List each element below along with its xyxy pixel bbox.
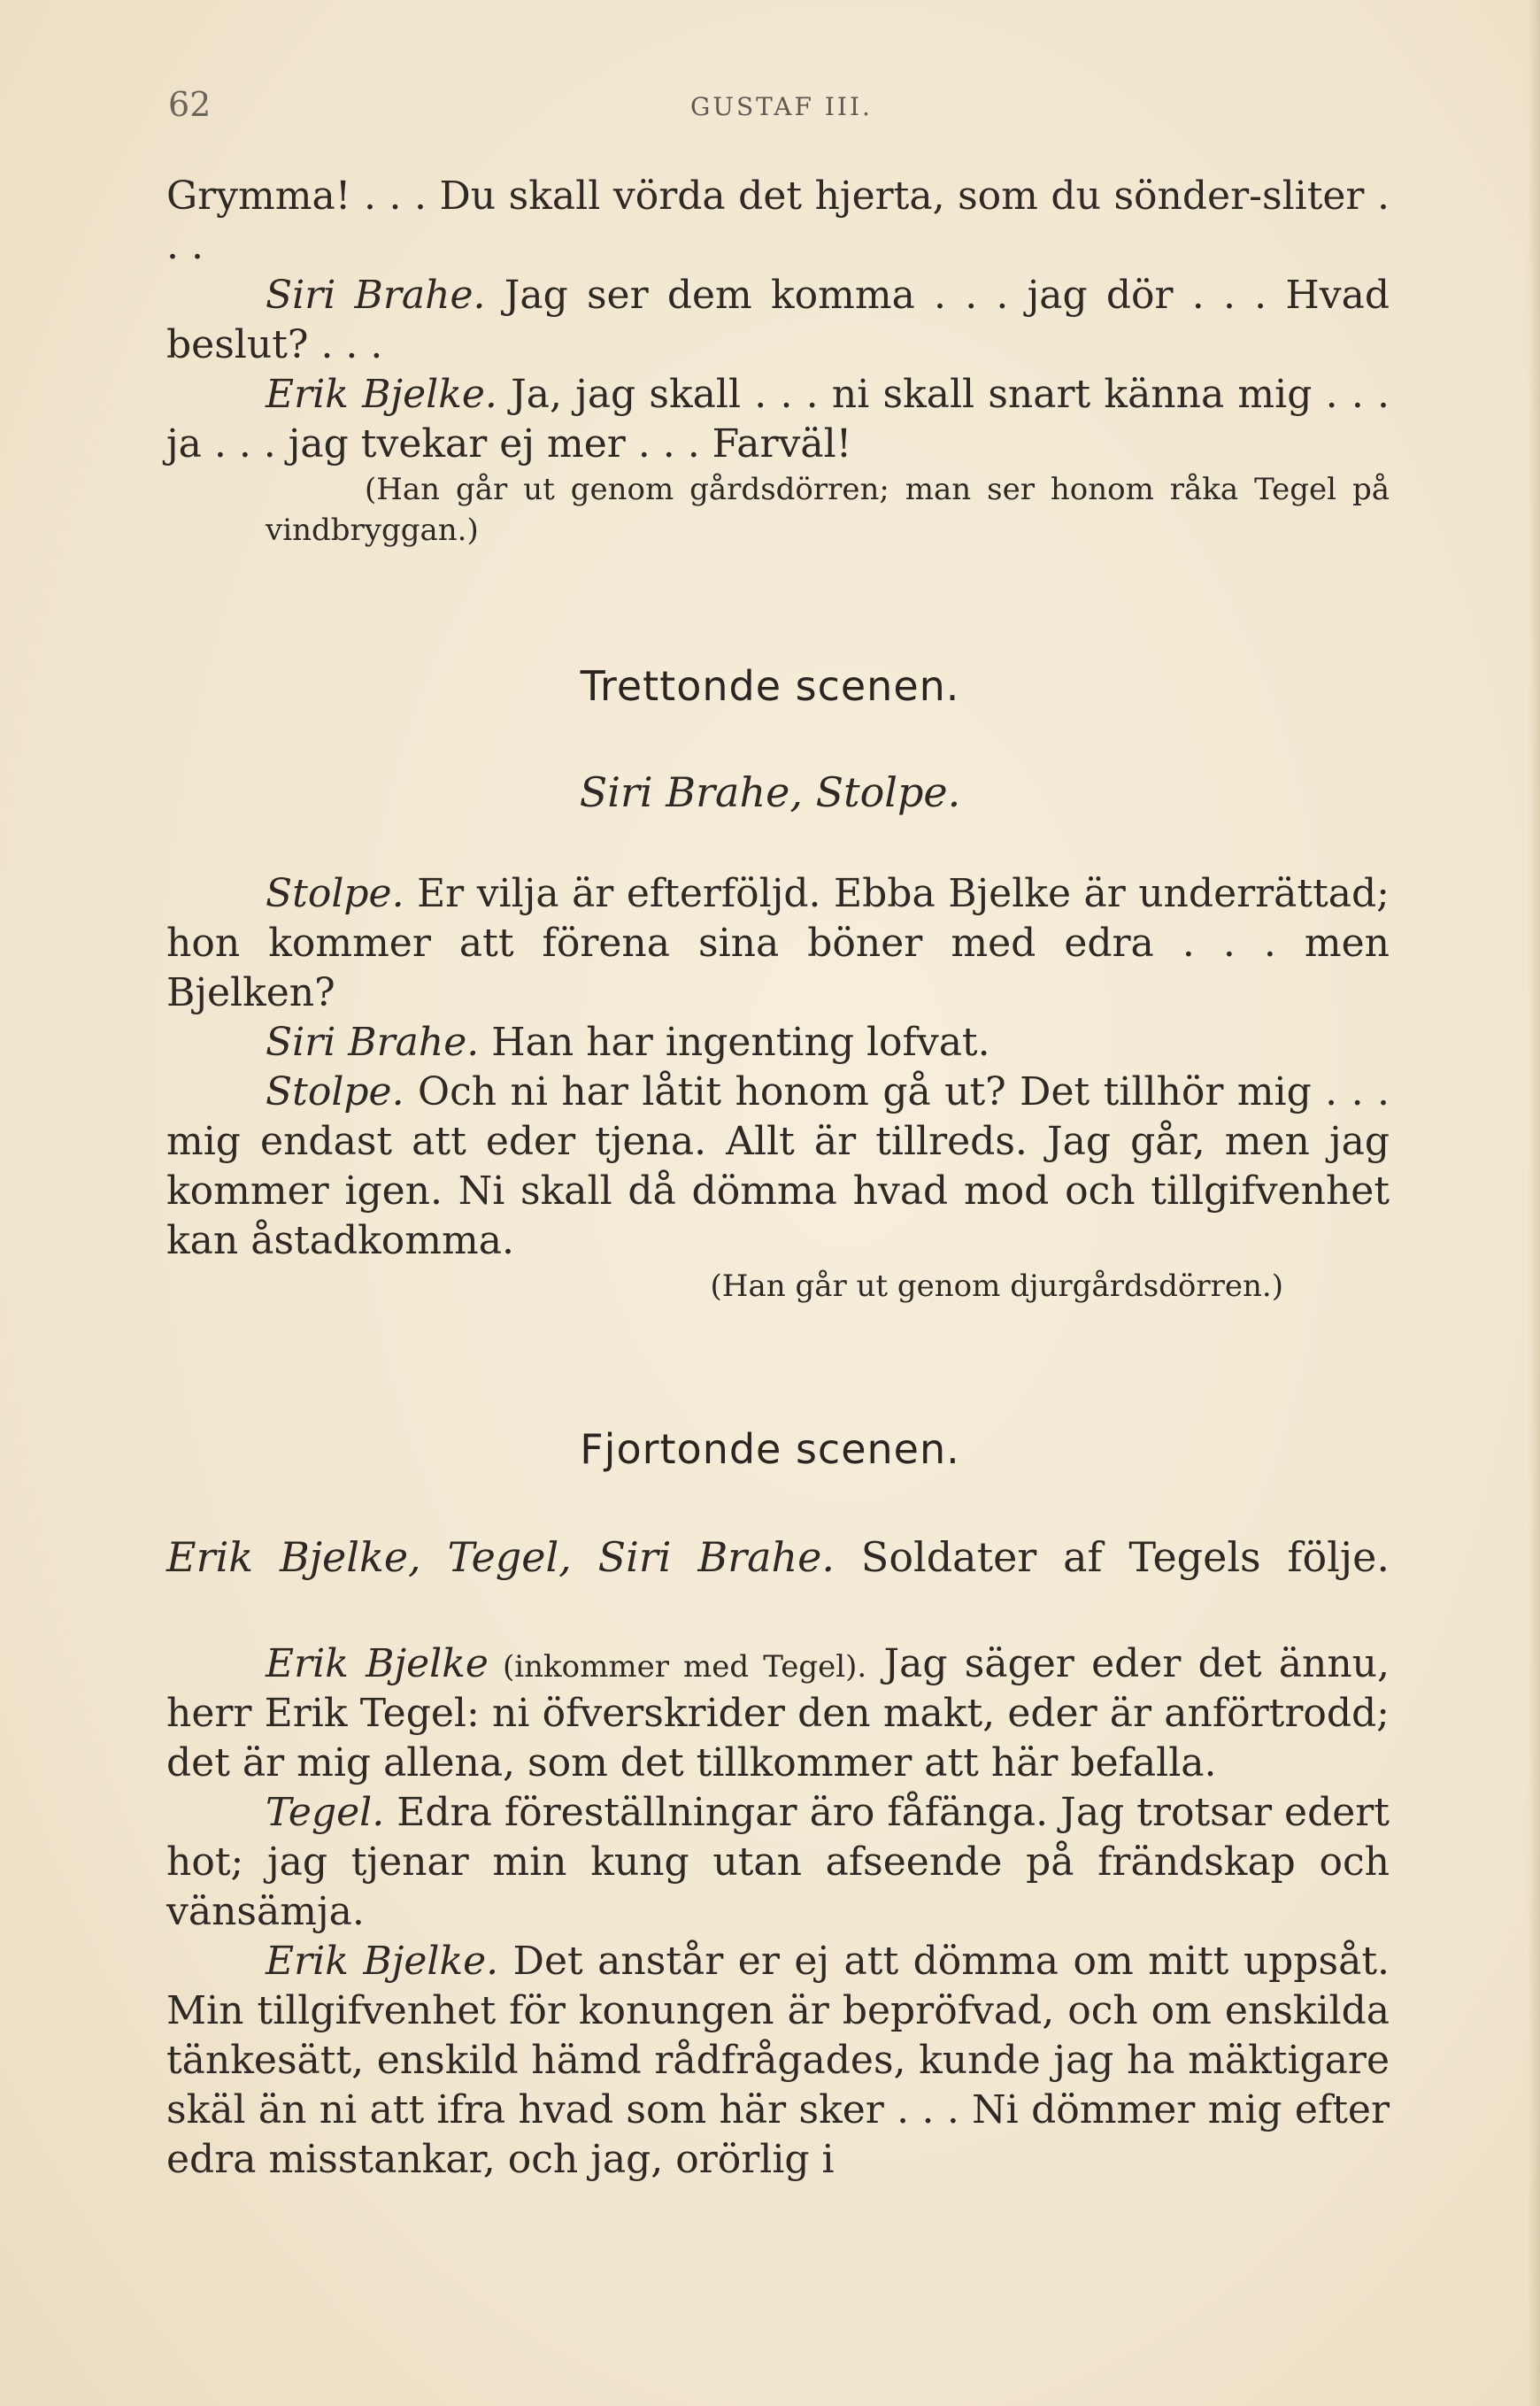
scene13-body (166, 869, 1390, 1307)
speaker-name: Stolpe. (266, 1069, 404, 1114)
scene-title: Trettonde scenen. (580, 662, 960, 710)
dialogue-text: Jag säger eder det ännu, herr Erik Tegel: ni öfverskrider den makt, eder är anförtrodd; det är mig allena, som det tillkommer att här befalla. (166, 1641, 1390, 1785)
dialogue-text: Han har ingenting lofvat. (479, 1020, 990, 1065)
page-header (168, 85, 1390, 124)
scene14-body (166, 1639, 1390, 2185)
dialogue-text: Grymma! . . . Du skall vörda det hjerta, som du sönder-sliter . . . (166, 174, 1390, 268)
speaker-name: Erik Bjelke. (266, 1939, 499, 1984)
page-number: 62 (168, 85, 212, 124)
scene-cast (166, 1533, 1390, 1581)
running-head: GUSTAF III. (690, 92, 873, 121)
paragraph (166, 172, 1390, 271)
scene-cast: Siri Brahe, Stolpe. (579, 768, 961, 816)
dialogue-text: Ja, jag skall . . . ni skall snart känna mig . . . ja . . . jag tvekar ej mer . . . Farväl! (166, 372, 1390, 467)
stage-direction: (Han går ut genom gårdsdörren; man ser honom råka Tegel på vindbryggan.) (266, 472, 1390, 548)
paragraph (166, 1937, 1390, 2185)
dialogue-text: Edra föreställningar äro fåfänga. Jag trotsar edert hot; jag tjenar min kung utan afseende på frändskap och vänsämja. (166, 1790, 1390, 1934)
speaker-name: Stolpe. (266, 871, 404, 916)
scene12-continuation (166, 172, 1390, 551)
paragraph (166, 1018, 1390, 1068)
page-edge-shadow (1528, 0, 1540, 2406)
paragraph (166, 1639, 1390, 1788)
dialogue-text: Er vilja är efterföljd. Ebba Bjelke är underrättad; hon kommer att förena sina böner med edra . . . men Bjelken? (166, 871, 1390, 1015)
paragraph (166, 869, 1390, 1018)
paragraph (166, 1788, 1390, 1937)
paragraph (166, 271, 1390, 370)
dialogue-text: Och ni har låtit honom gå ut? Det tillhör mig . . . mig endast att eder tjena. Allt är tillreds. Jag går, men jag kommer igen. Ni skall då dömma hvad mod och tillgifvenhet kan åstadkomma. (166, 1069, 1390, 1263)
dialogue-text: Det anstår er ej att dömma om mitt uppsåt. Min tillgifvenhet för konungen är bepröfvad, och om enskilda tänkesätt, enskild hämd rådfrågades, kunde jag ha mäktigare skäl än ni att ifra hvad som här sker . . . Ni dömmer mig efter edra misstankar, och jag, orörlig i (166, 1939, 1390, 2182)
speaker-name: Erik Bjelke. (266, 372, 497, 417)
dialogue-text: Jag ser dem komma . . . jag dör . . . Hvad beslut? . . . (166, 273, 1390, 367)
speaker-name: Siri Brahe. (266, 1020, 480, 1065)
speaker-name: Tegel. (266, 1790, 385, 1835)
speaker-name: Siri Brahe. (266, 273, 486, 318)
cast-rest: Soldater af Tegels följe. (835, 1533, 1390, 1581)
speaker-name: Erik Bjelke (266, 1641, 489, 1686)
inline-stage-direction: (inkommer med Tegel). (488, 1649, 867, 1685)
cast-names: Erik Bjelke, Tegel, Siri Brahe. (166, 1533, 835, 1581)
stage-direction: (Han går ut genom djurgårdsdörren.) (710, 1269, 1283, 1304)
scene-title: Fjortonde scenen. (580, 1425, 960, 1473)
paragraph (166, 1068, 1390, 1266)
paragraph (166, 370, 1390, 469)
